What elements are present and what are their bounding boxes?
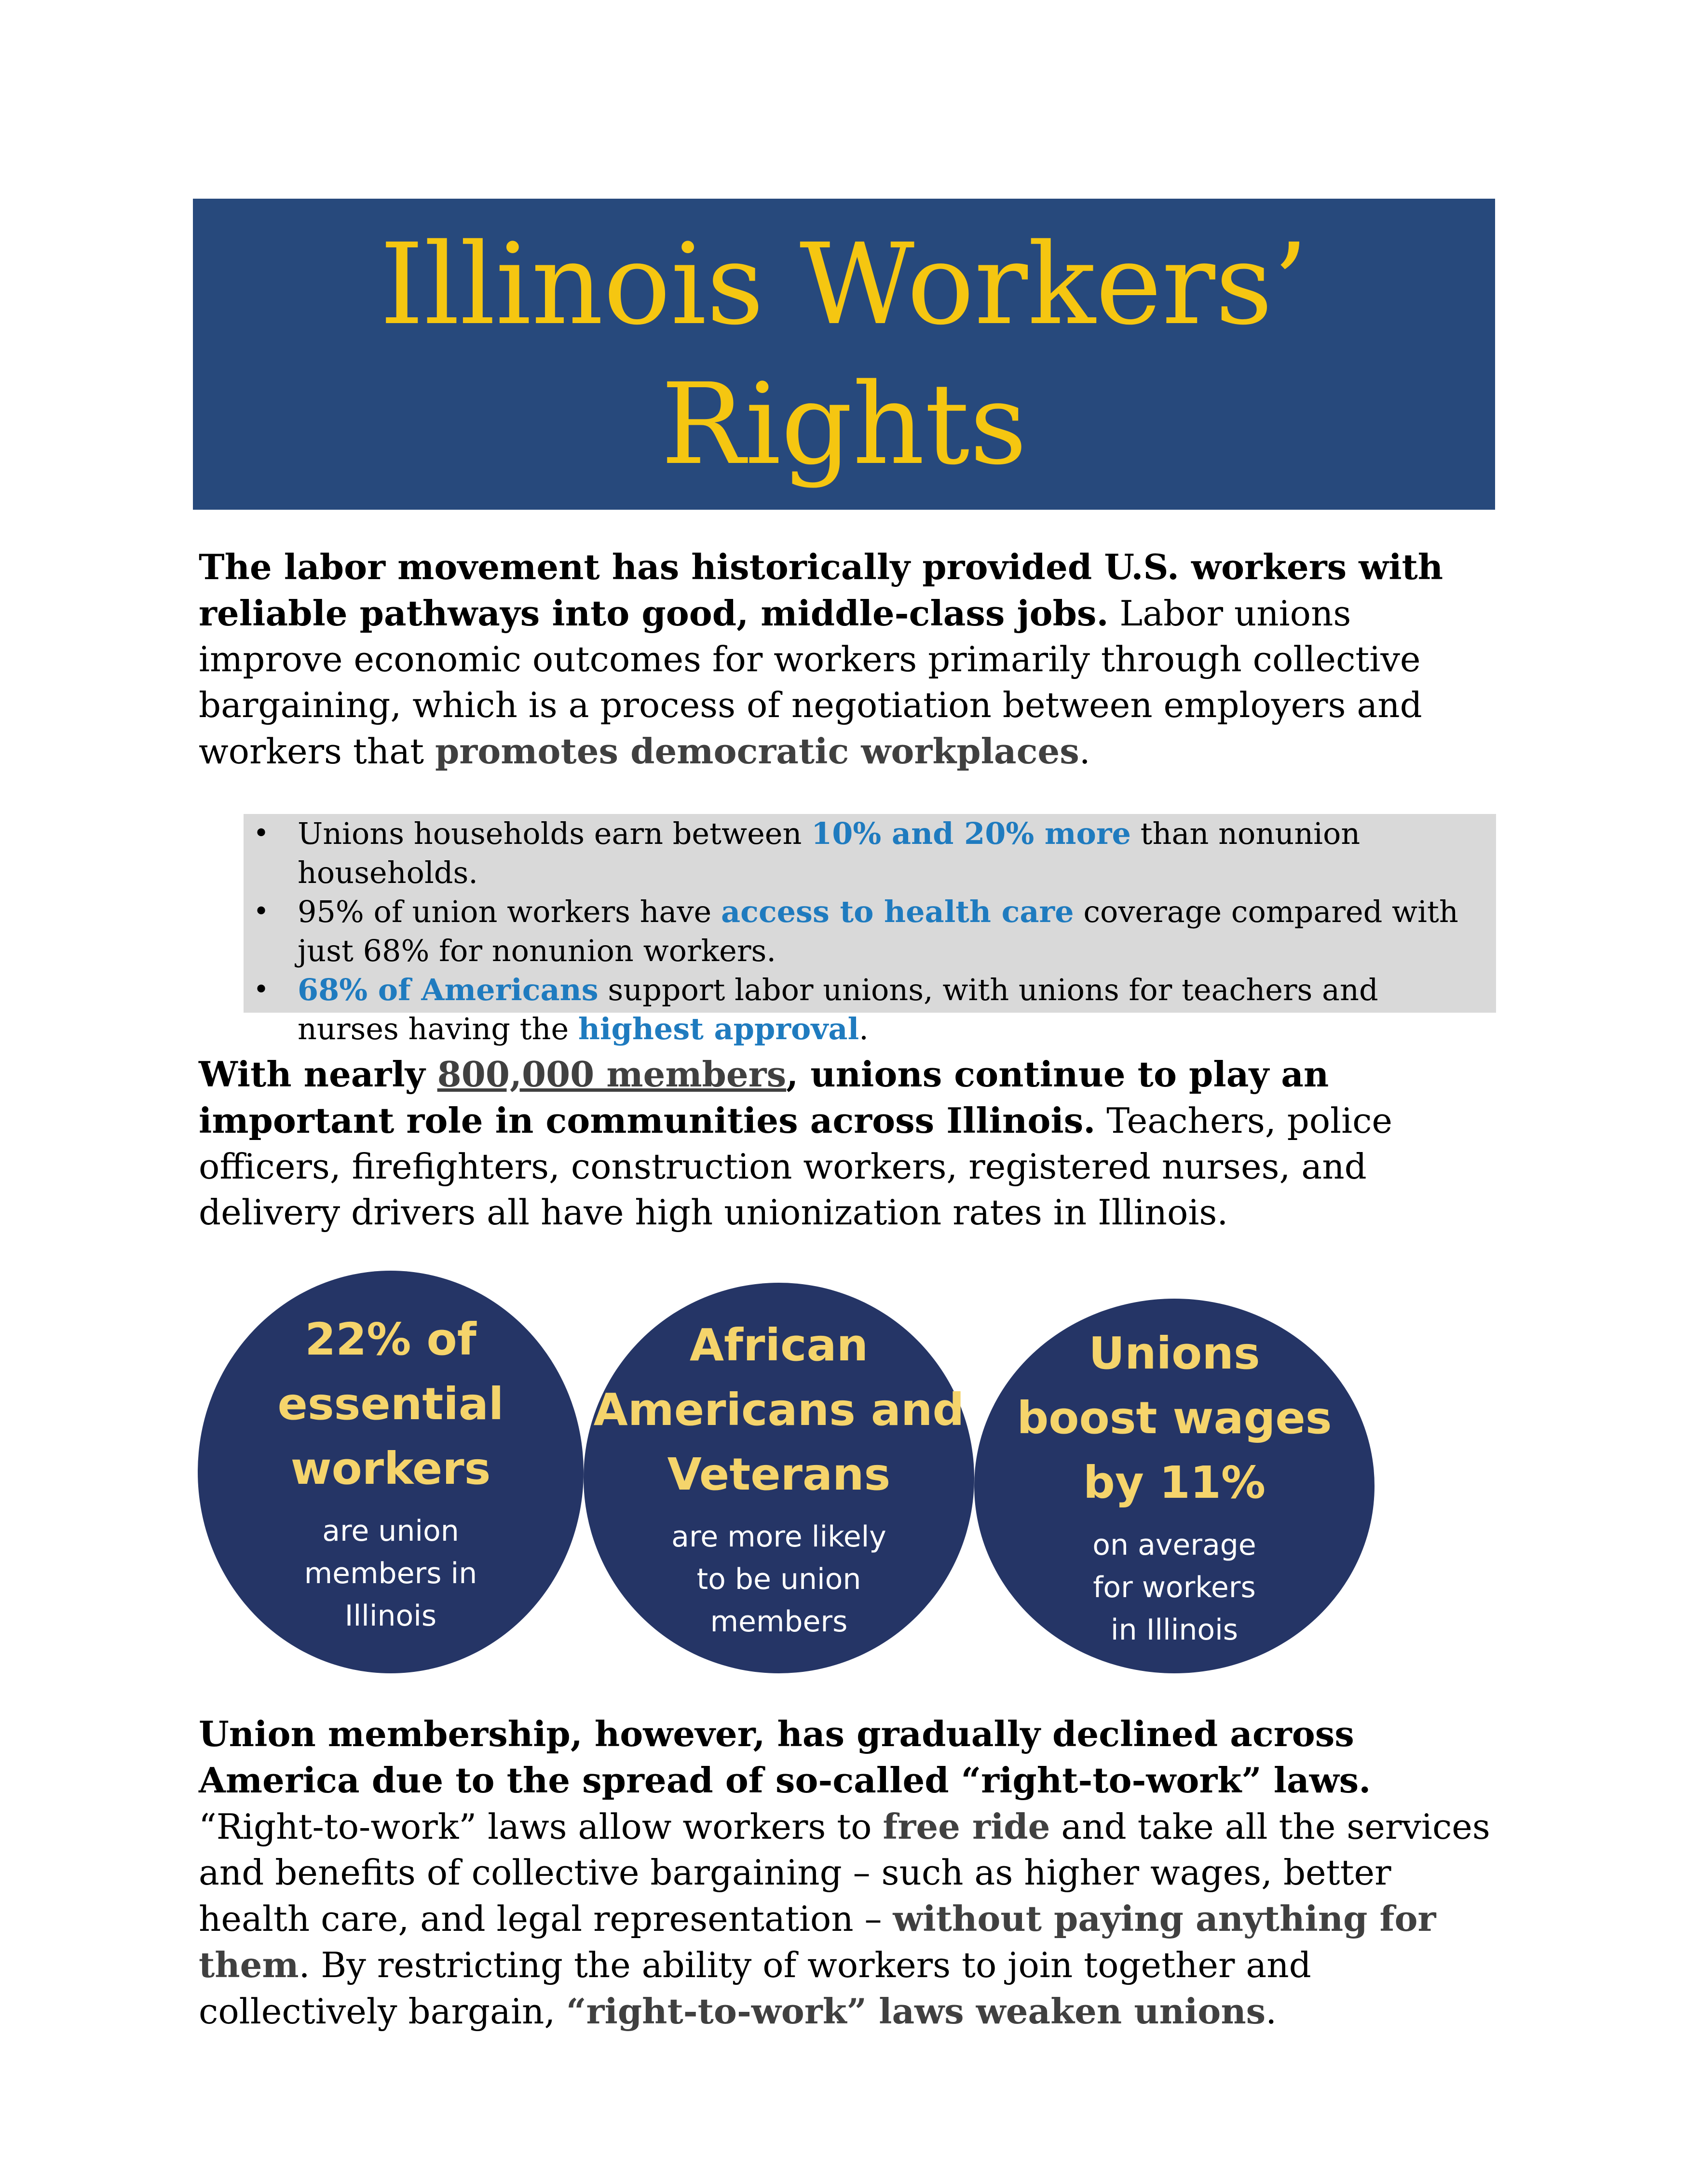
intro-emphasis: promotes democratic workplaces (435, 731, 1079, 772)
circle-heading (1017, 1321, 1332, 1515)
intro-text: Labor unions improve economic outcomes for workers primarily through collective bargaining, which is a process of negotiation between employers and workers that (199, 593, 1422, 772)
bullet-icon: • (253, 896, 270, 927)
fact-text: coverage compared with just 68% for nonunion workers. (298, 894, 1458, 968)
title-banner (193, 199, 1495, 510)
circle-heading (278, 1307, 504, 1501)
rtw-emphasis-free-ride: free ride (883, 1806, 1050, 1847)
list-item (244, 892, 1496, 970)
circle-subtext-line: Illinois (344, 1599, 437, 1633)
circle-heading-line: workers (290, 1442, 491, 1494)
circle-subtext-line: members in (304, 1556, 477, 1590)
page-title-line-1: Illinois Workers’ (380, 219, 1308, 350)
circle-heading-line: by 11% (1083, 1456, 1266, 1508)
page-title-line-2: Rights (661, 359, 1027, 489)
bullet-icon: • (253, 974, 270, 1005)
list-item (244, 814, 1496, 892)
list-item (244, 970, 1496, 1048)
circle-heading (594, 1313, 965, 1507)
rtw-emphasis-weaken-unions: “right-to-work” laws weaken unions (566, 1991, 1266, 2032)
circle-heading-line: Americans and (593, 1384, 965, 1436)
fact-text: Unions households earn between (298, 816, 812, 851)
stat-circle-wage-boost (974, 1299, 1375, 1673)
intro-paragraph (199, 544, 1496, 774)
circle-subtext-line: on average (1092, 1528, 1256, 1562)
facts-list (244, 814, 1496, 1048)
circle-heading-line: African (689, 1319, 869, 1371)
fact-text: 95% of union workers have (298, 894, 721, 929)
circle-subtext (671, 1516, 886, 1643)
circle-subtext-line: are union (322, 1514, 459, 1548)
bullet-icon: • (253, 818, 270, 849)
circle-subtext-line: to be union (696, 1562, 861, 1596)
circle-subtext-line: in Illinois (1110, 1613, 1239, 1647)
circle-heading-line: Unions (1089, 1327, 1260, 1379)
fact-highlight: 68% of Americans (298, 972, 599, 1007)
rtw-text: . By restricting the ability of workers to join together and collectively bargain, (199, 1945, 1311, 2032)
rtw-emphasis-without-paying: without paying anything for them (199, 1898, 1436, 1985)
fact-highlight: highest approval (578, 1011, 859, 1046)
stat-circle-african-americans-veterans (584, 1283, 974, 1673)
members-paragraph (199, 1051, 1496, 1235)
circle-heading-line: 22% of (305, 1313, 476, 1365)
members-text: Teachers, police officers, firefighters, construction workers, registered nurses, and delivery drivers all have high unionization rates in Illinois. (199, 1100, 1393, 1233)
members-bold-pre: With nearly (199, 1054, 437, 1095)
intro-text-end: . (1079, 731, 1090, 772)
stat-circle-essential-workers (198, 1271, 584, 1673)
rtw-text-end: . (1266, 1991, 1277, 2032)
circle-subtext (304, 1510, 477, 1637)
intro-bold-lead: The labor movement has historically provided U.S. workers with reliable pathways into good, middle-class jobs. (199, 546, 1443, 634)
rtw-text: “Right-to-work” laws allow workers to (199, 1806, 883, 1847)
fact-highlight: access to health care (721, 894, 1074, 929)
circle-subtext (1092, 1524, 1256, 1651)
rtw-bold-lead: Union membership, however, has gradually declined across America due to the spread of so-called “right-to-work” laws. (199, 1713, 1371, 1801)
right-to-work-paragraph (199, 1711, 1496, 2035)
fact-highlight: 10% and 20% more (811, 816, 1131, 851)
fact-text: support labor unions, with unions for teachers and nurses having the (298, 972, 1378, 1046)
members-bold-post: , unions continue to play an important role in communities across Illinois. (199, 1054, 1329, 1141)
circle-subtext-line: members (710, 1605, 848, 1639)
facts-box (244, 814, 1496, 1046)
fact-text: . (859, 1011, 869, 1046)
fact-text: than nonunion households. (298, 816, 1361, 890)
circle-heading-line: Veterans (667, 1449, 891, 1500)
rtw-text: and take all the services and benefits of collective bargaining – such as higher wages, better health care, and legal representation – (199, 1806, 1490, 1939)
circle-heading-line: essential (277, 1378, 504, 1430)
circle-subtext-line: are more likely (671, 1520, 886, 1554)
members-link[interactable]: 800,000 members (437, 1054, 787, 1095)
circle-subtext-line: for workers (1093, 1570, 1256, 1604)
circle-heading-line: boost wages (1017, 1392, 1332, 1444)
